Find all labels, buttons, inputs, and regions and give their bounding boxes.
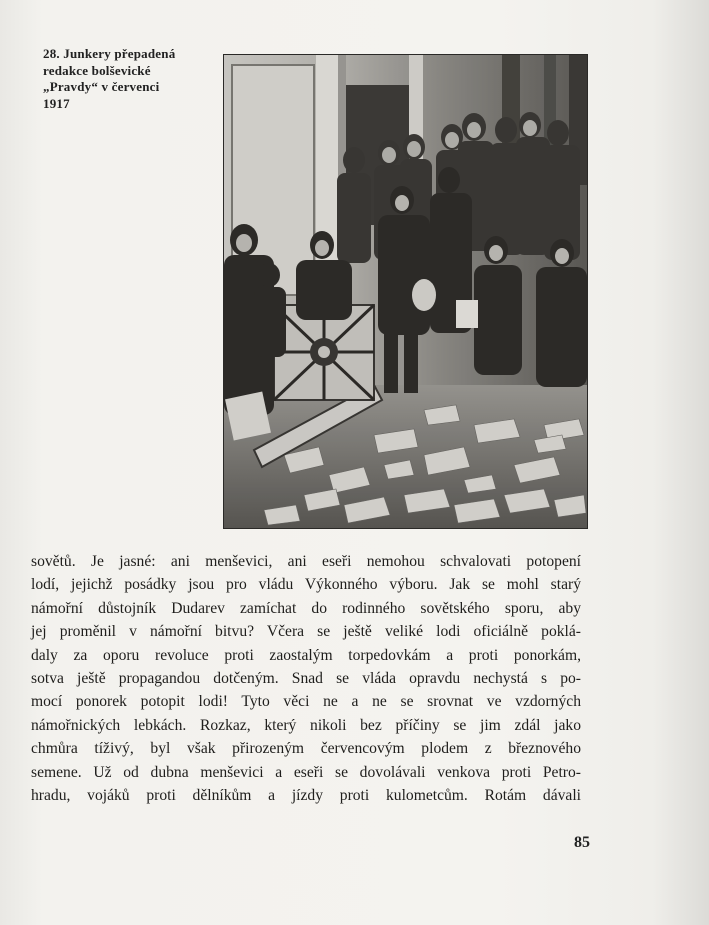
text-line: semene. Už od dubna menševici a eseři se dovolávali venkova proti Petro- <box>31 763 581 781</box>
text-line: hradu, vojáků proti dělníkům a jízdy proti kulometcům. Rotám dávali <box>31 787 581 805</box>
text-line: sotva ještě propagandou dotčeným. Snad se vláda opravdu nechystá s po- <box>31 670 581 688</box>
text-line: sovětů. Je jasné: ani menševici, ani eseři nemohou schvalovati potopení <box>31 553 581 570</box>
caption-line: 28. Junkery přepadená <box>43 46 176 61</box>
text-line: mocí ponorek potopit lodi! Tyto věci ne a ne se srovnat ve vzdorných <box>31 693 581 711</box>
photo-caption <box>43 46 218 112</box>
caption-line: redakce bolševické <box>43 62 151 78</box>
caption-line: „Pravdy“ v červenci <box>43 79 160 94</box>
text-line: jej proměnil v námořní bitvu? Včera se ještě veliké lodi oficiálně poklá- <box>31 623 581 641</box>
body-text <box>31 550 581 807</box>
page-number: 85 <box>574 834 590 851</box>
historical-photograph <box>224 55 587 528</box>
caption-line: 1917 <box>43 95 70 111</box>
text-line: daly za oporu revoluce proti zaostalým torpedovkám a proti ponorkám, <box>31 646 581 664</box>
text-line: lodí, jejichž posádky jsou pro vládu Výkonného výboru. Jak se mohl starý <box>31 576 581 594</box>
photo-illustration <box>224 55 587 528</box>
text-line: námořní důstojník Dudarev zamíchat do rodinného sovětského sporu, aby <box>31 599 581 617</box>
text-line: námořnických lebkách. Rozkaz, který nikoli bez příčiny se jim zdál jako <box>31 716 581 734</box>
text-line: chmůra tíživý, byl však přirozeným červencovým plodem z březnového <box>31 740 581 758</box>
